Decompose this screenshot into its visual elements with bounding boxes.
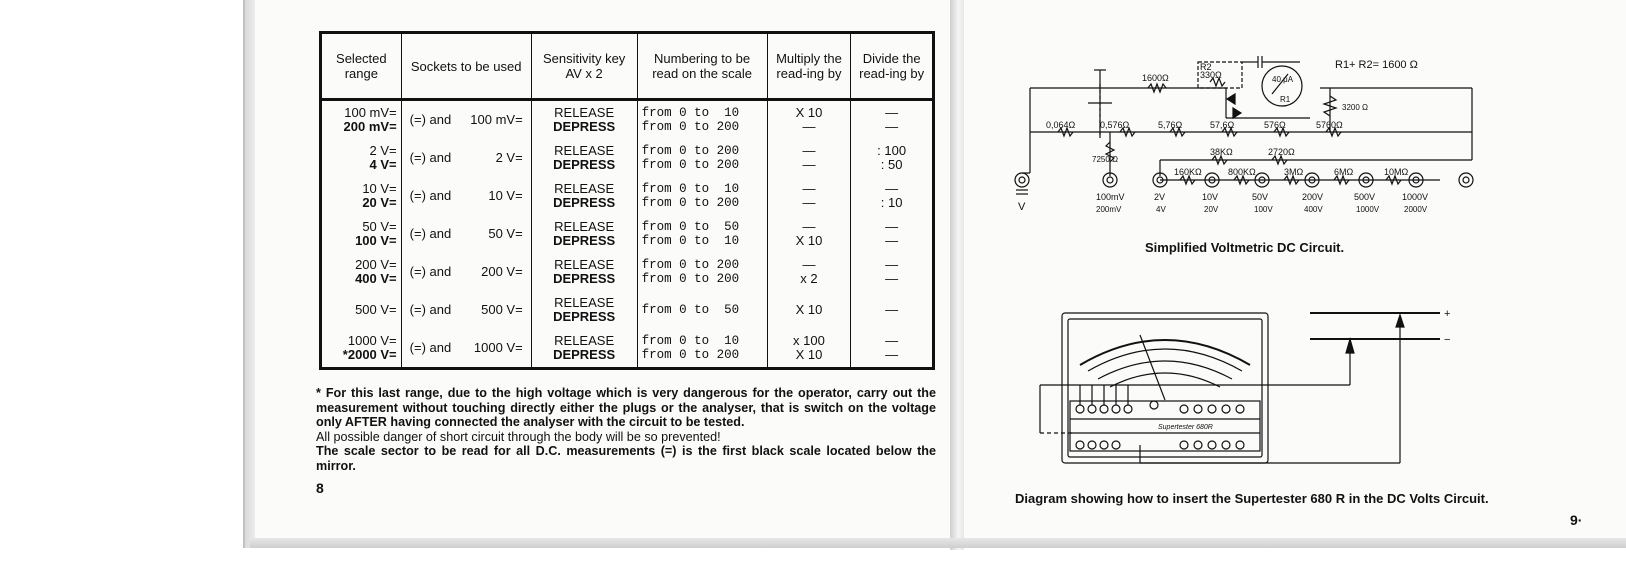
divide-depress: : 10 bbox=[880, 195, 903, 210]
numbering-depress: from 0 to 200 bbox=[641, 348, 740, 362]
cell-sensitivity-key bbox=[531, 291, 637, 329]
cell-divide bbox=[851, 177, 934, 215]
multiply-release: — bbox=[802, 143, 816, 158]
divide-release: — bbox=[885, 181, 899, 196]
numbering-release: from 0 to 10 bbox=[641, 106, 740, 120]
circuit-divider-3: 57,6Ω bbox=[1210, 120, 1235, 130]
cell-range bbox=[321, 177, 402, 215]
multiply-release: X 10 bbox=[795, 302, 823, 317]
voltmetric-circuit-diagram bbox=[1018, 48, 1510, 228]
key-release: RELEASE bbox=[554, 181, 615, 196]
cell-multiply bbox=[767, 177, 851, 215]
numbering-depress: from 0 to 200 bbox=[641, 120, 740, 134]
header-sockets: Sockets to be used bbox=[401, 33, 531, 100]
circuit-r-left: 7250 Ω bbox=[1092, 155, 1118, 164]
socket-range: 50 V= bbox=[488, 226, 523, 241]
socket-range: 100 mV= bbox=[470, 112, 523, 127]
range-release: 500 V= bbox=[355, 302, 397, 317]
cell-numbering bbox=[637, 291, 767, 329]
cell-multiply bbox=[767, 139, 851, 177]
circuit-divider-4: 576Ω bbox=[1264, 120, 1286, 130]
socket-label-bottom-5: 1000V bbox=[1356, 205, 1380, 214]
socket-range: 10 V= bbox=[488, 188, 523, 203]
page-number-right: 9· bbox=[1570, 512, 1583, 528]
divide-release: — bbox=[885, 219, 899, 234]
socket-label-bottom-6: 2000V bbox=[1404, 205, 1428, 214]
table-row bbox=[321, 215, 934, 253]
cell-sockets bbox=[401, 291, 531, 329]
socket-label-top-3: 50V bbox=[1252, 192, 1269, 202]
cell-range bbox=[321, 139, 402, 177]
book-bottom-edge bbox=[250, 538, 1626, 548]
header-numbering: Numbering to be read on the scale bbox=[637, 33, 767, 100]
socket-range: 1000 V= bbox=[473, 340, 523, 355]
socket-label-bottom-0: 200mV bbox=[1096, 205, 1122, 214]
header-sensitivity-key: Sensitivity key AV x 2 bbox=[531, 33, 637, 100]
multiply-depress: — bbox=[802, 157, 816, 172]
range-release: 2 V= bbox=[369, 143, 397, 158]
negative-terminal-label: − bbox=[1444, 334, 1451, 346]
numbering-depress: from 0 to 200 bbox=[641, 196, 740, 210]
circuit-divider-1: 0,576Ω bbox=[1100, 120, 1130, 130]
cell-divide bbox=[851, 100, 934, 140]
cell-range bbox=[321, 215, 402, 253]
header-selected-range: Selected range bbox=[321, 33, 402, 100]
cell-sensitivity-key bbox=[531, 215, 637, 253]
socket-common: (=) and bbox=[409, 340, 452, 355]
device-brand: Supertester 680R bbox=[1158, 424, 1213, 431]
socket-common: (=) and bbox=[409, 226, 452, 241]
socket-label-bottom-2: 20V bbox=[1204, 205, 1219, 214]
circuit-divider-0: 0,064Ω bbox=[1046, 120, 1076, 130]
range-release: 50 V= bbox=[362, 219, 397, 234]
circuit-r-mid-1: 2720Ω bbox=[1268, 147, 1295, 157]
cell-divide bbox=[851, 329, 934, 369]
numbering-depress: from 0 to 200 bbox=[641, 272, 740, 286]
range-depress: 400 V= bbox=[355, 271, 397, 286]
scale-sector-text: The scale sector to be read for all D.C. measurements (=) is the first black scale located below the mirror. bbox=[316, 444, 936, 473]
cell-multiply bbox=[767, 253, 851, 291]
cell-numbering bbox=[637, 177, 767, 215]
key-depress: DEPRESS bbox=[553, 271, 616, 286]
key-release: RELEASE bbox=[554, 295, 615, 310]
socket-label-bottom-1: 4V bbox=[1156, 205, 1166, 214]
circuit-r-bottom-4: 10MΩ bbox=[1384, 167, 1409, 177]
socket-label-top-1: 2V bbox=[1154, 192, 1166, 202]
circuit-meter: 40 μA bbox=[1272, 75, 1294, 84]
range-depress: 200 mV= bbox=[343, 119, 397, 134]
cell-sensitivity-key bbox=[531, 329, 637, 369]
warning-normal-text: All possible danger of short circuit through the body will be so prevented! bbox=[316, 429, 721, 444]
numbering-release: from 0 to 200 bbox=[641, 144, 740, 158]
supertester-connection-diagram bbox=[1040, 305, 1500, 480]
cell-numbering bbox=[637, 253, 767, 291]
table-row bbox=[321, 329, 934, 369]
table-row bbox=[321, 139, 934, 177]
cell-sockets bbox=[401, 100, 531, 140]
cell-sensitivity-key bbox=[531, 100, 637, 140]
divide-release: : 100 bbox=[877, 143, 907, 158]
range-depress: 4 V= bbox=[369, 157, 397, 172]
multiply-depress: — bbox=[802, 119, 816, 134]
circuit-r-top: 1600Ω bbox=[1142, 73, 1169, 83]
multiply-release: — bbox=[802, 219, 816, 234]
range-release: 100 mV= bbox=[344, 105, 397, 120]
circuit-r2-value: 330Ω bbox=[1200, 70, 1222, 80]
divide-release: — bbox=[885, 257, 899, 272]
cell-range bbox=[321, 291, 402, 329]
multiply-release: — bbox=[802, 181, 816, 196]
cell-divide bbox=[851, 253, 934, 291]
table-row bbox=[321, 253, 934, 291]
range-depress: *2000 V= bbox=[342, 347, 397, 362]
cell-sensitivity-key bbox=[531, 177, 637, 215]
cell-divide bbox=[851, 291, 934, 329]
cell-sockets bbox=[401, 177, 531, 215]
multiply-depress: X 10 bbox=[795, 233, 823, 248]
cell-numbering bbox=[637, 329, 767, 369]
numbering-depress: from 0 to 200 bbox=[641, 158, 740, 172]
socket-common: (=) and bbox=[409, 264, 452, 279]
divide-depress: — bbox=[885, 119, 899, 134]
dc-voltage-range-table bbox=[319, 31, 935, 370]
divide-depress: — bbox=[885, 271, 899, 286]
table-row bbox=[321, 177, 934, 215]
circuit-r-side: 3200 Ω bbox=[1342, 103, 1368, 112]
key-depress: DEPRESS bbox=[553, 347, 616, 362]
numbering-release: from 0 to 50 bbox=[641, 303, 740, 317]
socket-label-top-5: 500V bbox=[1354, 192, 1376, 202]
key-release: RELEASE bbox=[554, 219, 615, 234]
numbering-release: from 0 to 10 bbox=[641, 182, 740, 196]
socket-label-bottom-4: 400V bbox=[1304, 205, 1323, 214]
table-row bbox=[321, 100, 934, 140]
key-depress: DEPRESS bbox=[553, 119, 616, 134]
multiply-release: X 10 bbox=[795, 105, 823, 120]
cell-sensitivity-key bbox=[531, 139, 637, 177]
socket-common: (=) and bbox=[409, 150, 452, 165]
page-number-left: 8 bbox=[316, 480, 324, 496]
key-depress: DEPRESS bbox=[553, 157, 616, 172]
warning-note bbox=[316, 386, 936, 474]
cell-sockets bbox=[401, 329, 531, 369]
key-release: RELEASE bbox=[554, 333, 615, 348]
header-divide: Divide the read-ing by bbox=[851, 33, 934, 100]
circuit-r2-label: R2 bbox=[1200, 62, 1212, 72]
circuit-r-bottom-2: 3MΩ bbox=[1284, 167, 1304, 177]
multiply-depress: X 10 bbox=[795, 347, 823, 362]
numbering-release: from 0 to 10 bbox=[641, 334, 740, 348]
warning-bold-text: * For this last range, due to the high voltage which is very dangerous for the operator, carry out the measurement without touching directly either the plugs or the analyser, that is switch on the voltage only AFTER having connected the analyser with the circuit to be tested. bbox=[316, 386, 936, 430]
divide-release: — bbox=[885, 105, 899, 120]
multiply-depress: — bbox=[802, 195, 816, 210]
multiply-depress: x 2 bbox=[800, 271, 818, 286]
cell-sockets bbox=[401, 215, 531, 253]
numbering-release: from 0 to 200 bbox=[641, 258, 740, 272]
range-release: 10 V= bbox=[362, 181, 397, 196]
socket-range: 2 V= bbox=[495, 150, 523, 165]
book-gutter bbox=[950, 0, 964, 550]
key-release: RELEASE bbox=[554, 257, 615, 272]
cell-sockets bbox=[401, 253, 531, 291]
divide-release: — bbox=[885, 333, 899, 348]
caption-connection-diagram: Diagram showing how to insert the Supertester 680 R in the DC Volts Circuit. bbox=[1015, 491, 1489, 506]
numbering-release: from 0 to 50 bbox=[641, 220, 740, 234]
socket-label-bottom-3: 100V bbox=[1254, 205, 1273, 214]
cell-numbering bbox=[637, 100, 767, 140]
table-row bbox=[321, 291, 934, 329]
circuit-r-bottom-3: 6MΩ bbox=[1334, 167, 1354, 177]
socket-range: 500 V= bbox=[481, 302, 523, 317]
cell-divide bbox=[851, 215, 934, 253]
cell-multiply bbox=[767, 215, 851, 253]
divide-depress: — bbox=[885, 347, 899, 362]
header-multiply: Multiply the read-ing by bbox=[767, 33, 851, 100]
cell-divide bbox=[851, 139, 934, 177]
cell-sensitivity-key bbox=[531, 253, 637, 291]
key-release: RELEASE bbox=[554, 105, 615, 120]
circuit-r-bottom-1: 800KΩ bbox=[1228, 167, 1256, 177]
key-depress: DEPRESS bbox=[553, 195, 616, 210]
range-depress: 100 V= bbox=[355, 233, 397, 248]
circuit-divider-5: 5760Ω bbox=[1316, 120, 1343, 130]
circuit-divider-2: 5,76Ω bbox=[1158, 120, 1183, 130]
socket-label-top-4: 200V bbox=[1302, 192, 1324, 202]
socket-label-top-2: 10V bbox=[1202, 192, 1219, 202]
cell-multiply bbox=[767, 291, 851, 329]
socket-label-top-0: 100mV bbox=[1096, 192, 1125, 202]
key-release: RELEASE bbox=[554, 143, 615, 158]
socket-common: (=) and bbox=[409, 302, 452, 317]
divide-depress: — bbox=[885, 233, 899, 248]
positive-terminal-label: + bbox=[1444, 308, 1451, 320]
cell-range bbox=[321, 253, 402, 291]
range-release: 1000 V= bbox=[347, 333, 397, 348]
circuit-r-mid-0: 38KΩ bbox=[1210, 147, 1233, 157]
multiply-release: — bbox=[802, 257, 816, 272]
divide-release: — bbox=[885, 302, 899, 317]
cell-range bbox=[321, 329, 402, 369]
circuit-r-bottom-0: 160KΩ bbox=[1174, 167, 1202, 177]
cell-numbering bbox=[637, 139, 767, 177]
table-header-row bbox=[321, 33, 934, 100]
key-depress: DEPRESS bbox=[553, 233, 616, 248]
caption-voltmetric-circuit: Simplified Voltmetric DC Circuit. bbox=[1145, 240, 1345, 255]
socket-label-top-6: 1000V bbox=[1402, 192, 1429, 202]
cell-multiply bbox=[767, 100, 851, 140]
key-depress: DEPRESS bbox=[553, 309, 616, 324]
circuit-formula: R1+ R2= 1600 Ω bbox=[1335, 59, 1418, 71]
numbering-depress: from 0 to 10 bbox=[641, 234, 740, 248]
cell-numbering bbox=[637, 215, 767, 253]
cell-sockets bbox=[401, 139, 531, 177]
divide-depress: : 50 bbox=[880, 157, 903, 172]
multiply-release: x 100 bbox=[793, 333, 825, 348]
range-depress: 20 V= bbox=[362, 195, 397, 210]
cell-multiply bbox=[767, 329, 851, 369]
socket-range: 200 V= bbox=[481, 264, 523, 279]
socket-common: (=) and bbox=[409, 188, 452, 203]
circuit-r1-label: R1 bbox=[1280, 95, 1291, 104]
range-release: 200 V= bbox=[355, 257, 397, 272]
cell-range bbox=[321, 100, 402, 140]
circuit-common: V bbox=[1018, 201, 1026, 213]
socket-common: (=) and bbox=[409, 112, 452, 127]
